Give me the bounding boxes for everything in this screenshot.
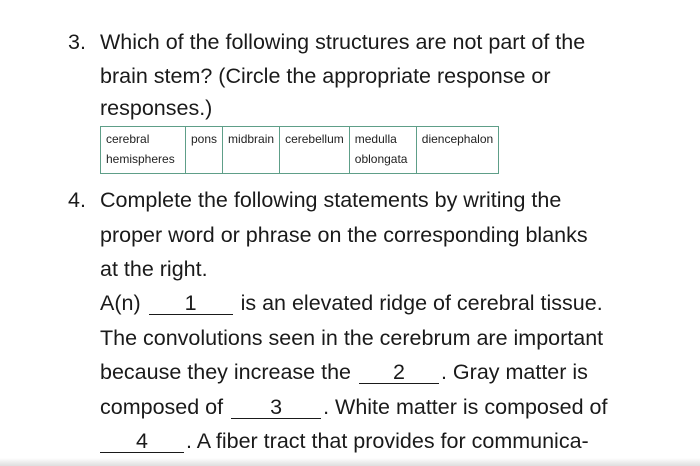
statement-text: because they increase the [100, 360, 357, 384]
option-midbrain[interactable] [223, 127, 280, 174]
bottom-edge-shadow [0, 458, 700, 466]
blank-1-label: 1 [184, 291, 197, 315]
statement-line-1 [100, 286, 603, 320]
statement-text: A(n) [100, 291, 147, 315]
blank-1[interactable] [149, 292, 233, 315]
option-diencephalon[interactable] [416, 127, 498, 174]
option-label-line-1: diencephalon [421, 132, 494, 146]
blank-4-label: 4 [136, 429, 148, 453]
option-cerebellum[interactable] [280, 127, 350, 174]
option-label-line-2: oblongata [354, 152, 408, 166]
option-label-line-1: pons [191, 132, 218, 146]
option-medulla-oblongata[interactable] [349, 127, 416, 174]
answer-options-table [100, 126, 499, 174]
option-label-line-1: cerebellum [285, 132, 344, 146]
question-4-text-line-1: Complete the following statements by writing the [100, 188, 562, 212]
question-4-number: 4. [68, 188, 86, 212]
statement-text: . Gray matter is [440, 360, 588, 384]
statement-line-5 [100, 424, 589, 458]
blank-2[interactable] [359, 361, 439, 384]
statement-text: . A fiber tract that provides for communica- [186, 429, 589, 453]
blank-4[interactable] [100, 430, 184, 453]
option-cerebral-hemispheres[interactable] [101, 127, 186, 174]
option-label-line-1: medulla [354, 132, 397, 146]
question-3-text-line-3: responses.) [100, 96, 213, 120]
blank-3[interactable] [231, 396, 321, 419]
blank-2-label: 2 [393, 360, 405, 384]
answer-options-row [101, 127, 499, 174]
question-4-text-line-2: proper word or phrase on the corresponding blanks [100, 223, 588, 247]
blank-3-label: 3 [270, 395, 283, 419]
statement-line-3 [100, 355, 588, 389]
statement-text: . White matter is composed of [323, 395, 608, 419]
question-3-text-line-2: brain stem? (Circle the appropriate response or [100, 64, 551, 88]
statement-text: composed of [100, 395, 230, 419]
question-3-text-line-1: Which of the following structures are not part of the [100, 30, 586, 54]
option-label-line-2: hemispheres [106, 152, 175, 166]
statement-text: is an elevated ridge of cerebral tissue. [234, 291, 603, 315]
question-3-number: 3. [68, 30, 86, 54]
statement-line-2: The convolutions seen in the cerebrum are important [100, 326, 604, 350]
option-label-line-1: cerebral [106, 132, 150, 146]
option-pons[interactable] [186, 127, 223, 174]
statement-line-4 [100, 390, 607, 424]
option-label-line-1: midbrain [228, 132, 275, 146]
question-4-text-line-3: at the right. [100, 257, 208, 281]
